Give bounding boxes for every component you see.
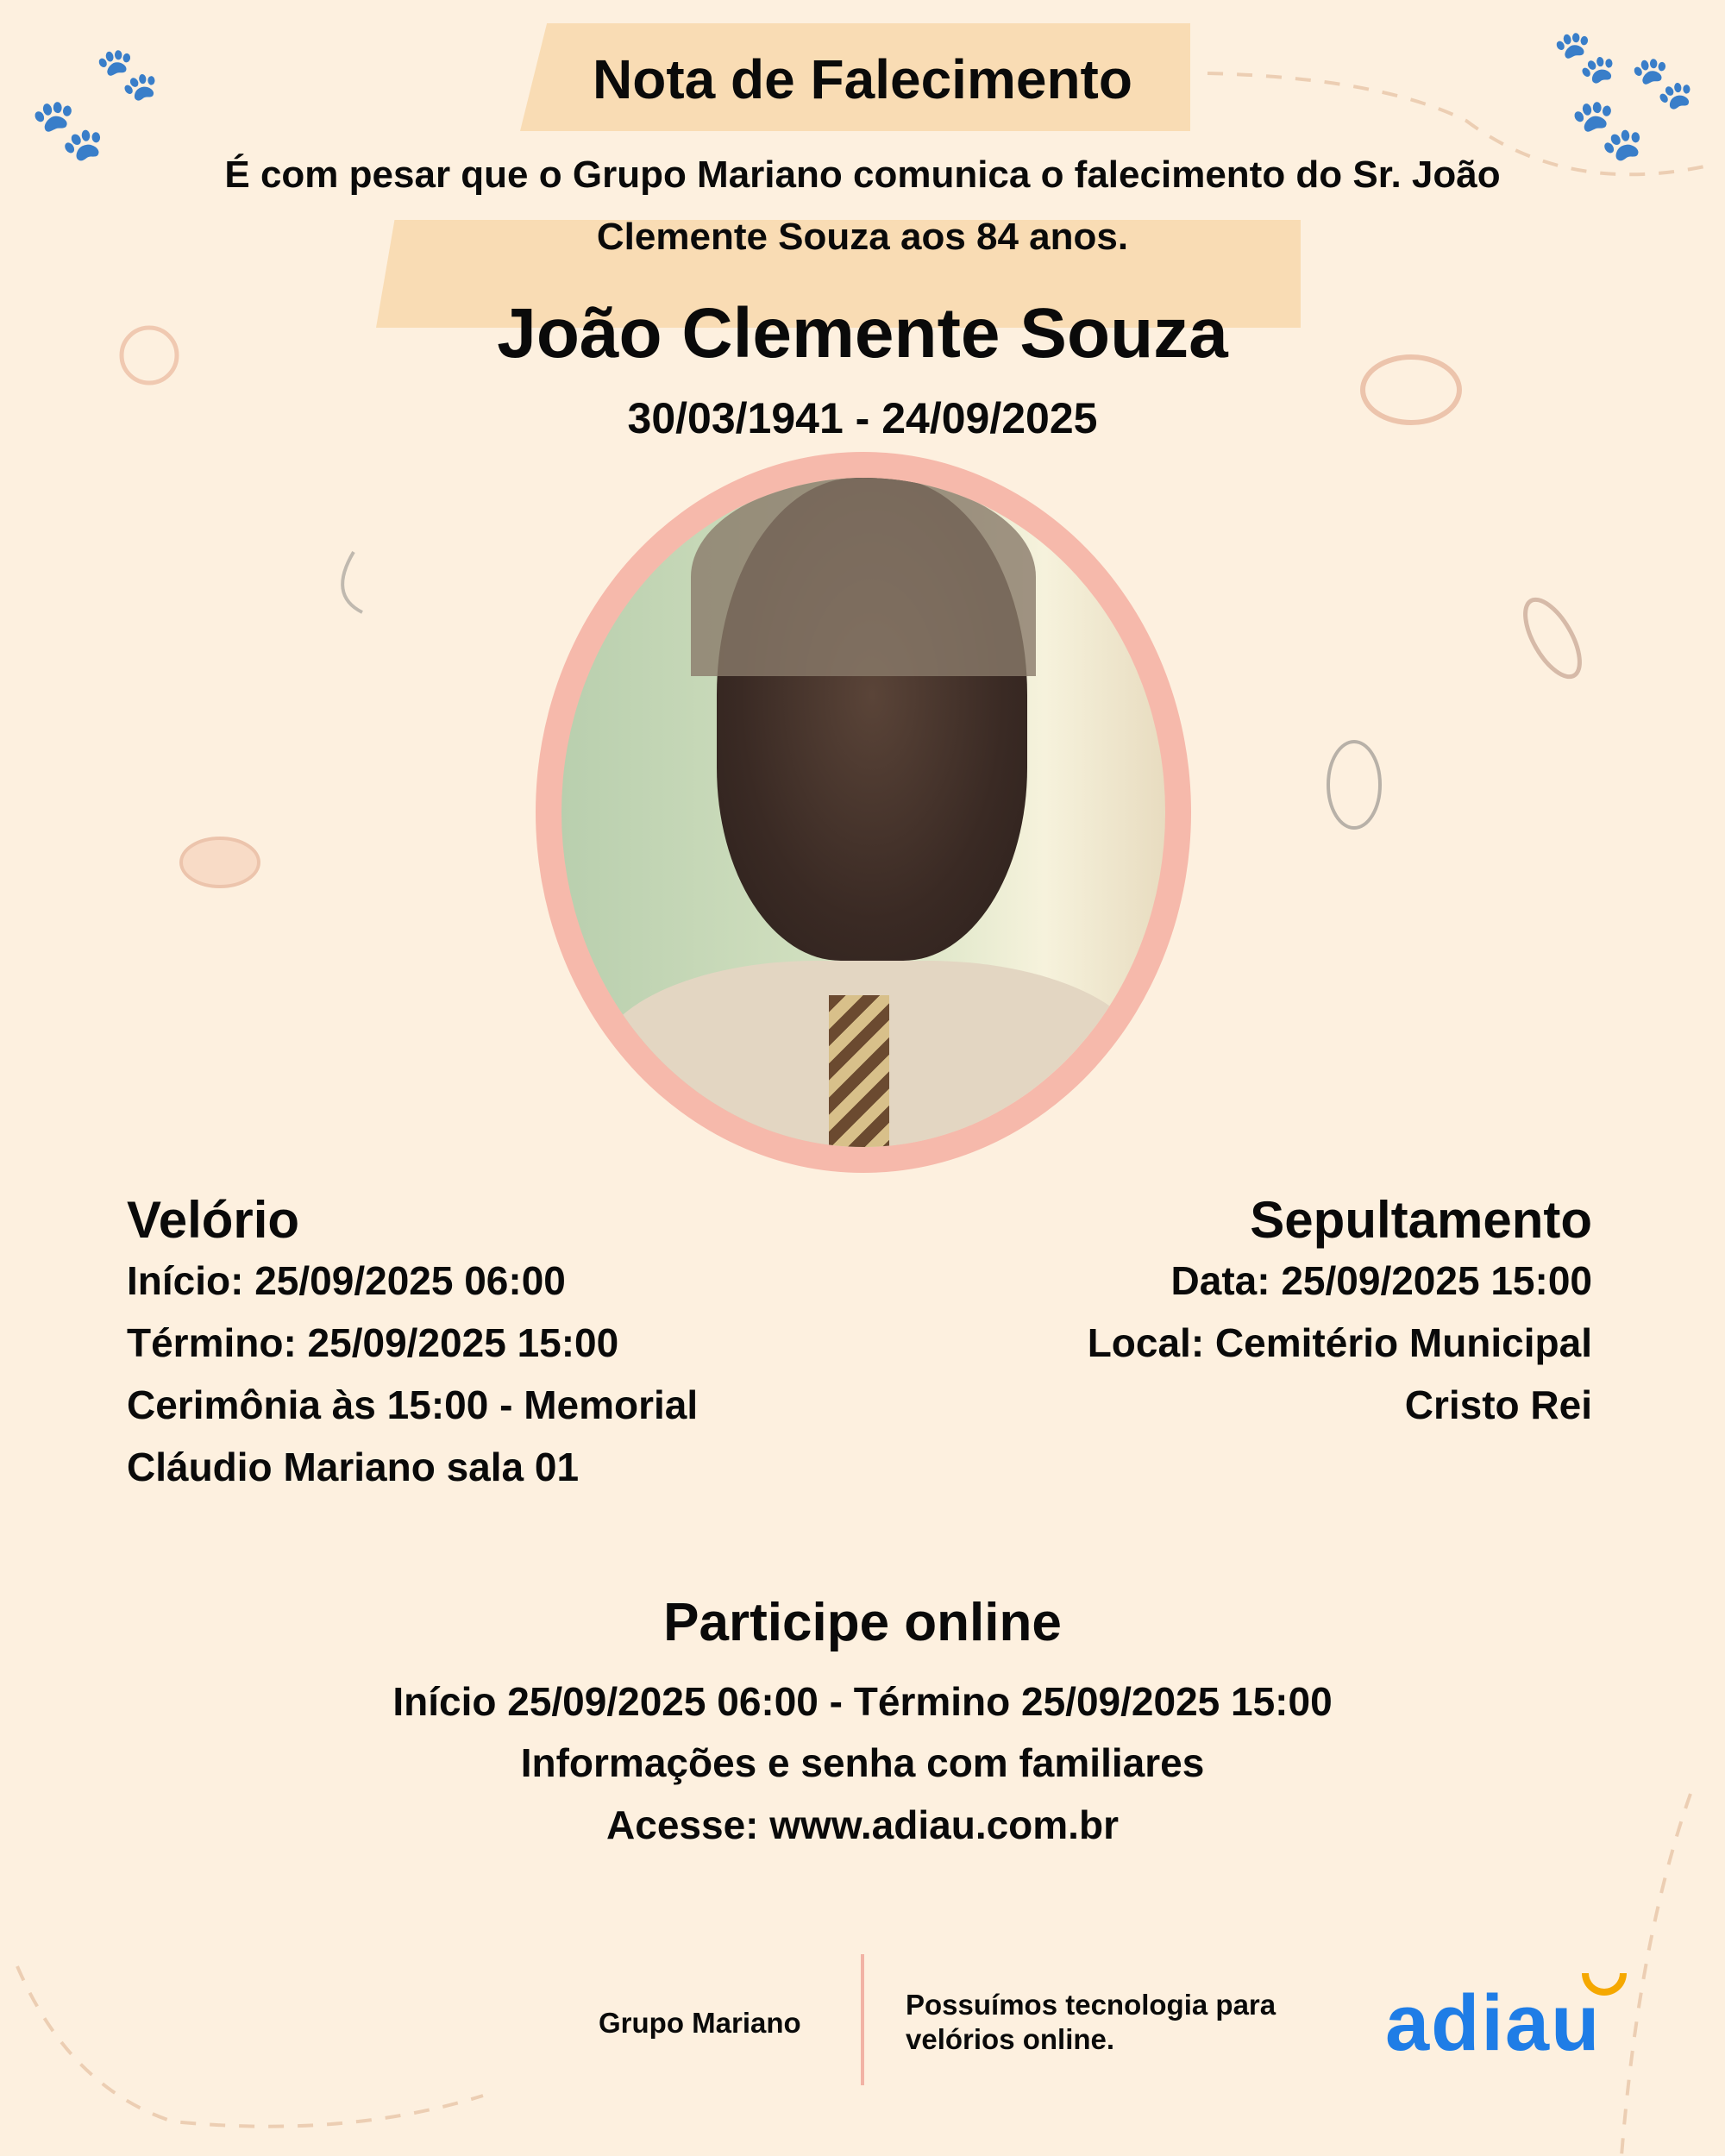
announcement-line-1: É com pesar que o Grupo Mariano comunica o falecimento do Sr. João [224, 154, 1501, 196]
footer-tagline-line-1: Possuímos tecnologia para [906, 1989, 1276, 2021]
paw-print-icon: 🐾 [95, 45, 160, 103]
paw-print-icon: 🐾 [1552, 28, 1617, 85]
online-schedule: Início 25/09/2025 06:00 - Término 25/09/2025 15:00 [392, 1679, 1333, 1724]
portrait-photo [536, 452, 1191, 1173]
online-heading: Participe online [663, 1593, 1062, 1652]
paw-print-icon: 🐾 [1630, 53, 1695, 111]
sepultamento-heading: Sepultamento [1250, 1191, 1592, 1249]
velorio-ceremony-line-1: Cerimônia às 15:00 - Memorial [127, 1382, 699, 1427]
life-dates: 30/03/1941 - 24/09/2025 [627, 394, 1098, 442]
online-access-link[interactable]: Acesse: www.adiau.com.br [606, 1802, 1119, 1847]
velorio-start: Início: 25/09/2025 06:00 [127, 1258, 566, 1303]
paw-print-icon: 🐾 [1570, 96, 1646, 163]
paw-print-icon: 🐾 [30, 96, 106, 163]
logo-text: adiau [1385, 1979, 1602, 2067]
sepultamento-date: Data: 25/09/2025 15:00 [1170, 1258, 1592, 1303]
adiau-logo[interactable] [1385, 1980, 1635, 2066]
sepultamento-location-line-1: Local: Cemitério Municipal [1087, 1320, 1592, 1365]
velorio-ceremony-line-2: Cláudio Mariano sala 01 [127, 1445, 580, 1489]
footer-divider [861, 1954, 864, 2085]
deceased-name: João Clemente Souza [497, 294, 1228, 373]
footer-tagline-line-2: velórios online. [906, 2023, 1115, 2055]
portrait-image [561, 478, 1165, 1147]
online-info: Informações e senha com familiares [520, 1740, 1205, 1785]
page-title: Nota de Falecimento [593, 48, 1132, 110]
sepultamento-location-line-2: Cristo Rei [1404, 1382, 1592, 1427]
footer-company: Grupo Mariano [599, 2007, 801, 2039]
velorio-heading: Velório [127, 1191, 300, 1249]
announcement-line-2: Clemente Souza aos 84 anos. [596, 216, 1129, 258]
velorio-end: Término: 25/09/2025 15:00 [127, 1320, 619, 1365]
